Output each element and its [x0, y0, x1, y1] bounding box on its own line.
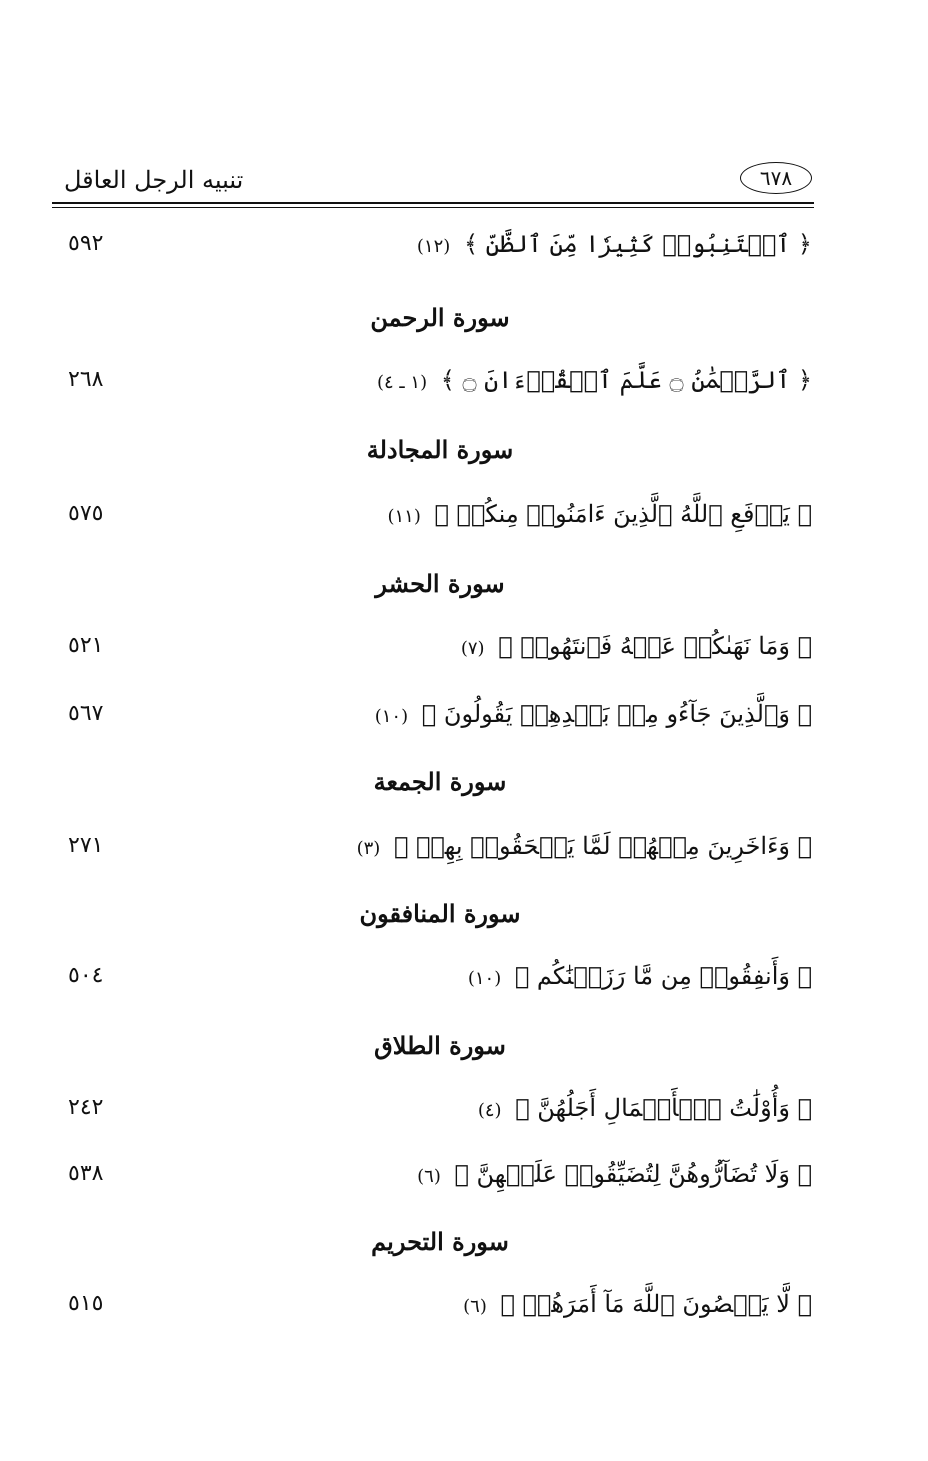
page-ref: ٢٧١: [68, 833, 104, 858]
page-ref: ٥٩٢: [68, 231, 104, 256]
index-row: [40, 826, 812, 866]
verse-ref: (٦): [417, 1166, 441, 1187]
book-title: تنبيه الرجل العاقل: [64, 166, 244, 194]
surah-heading: سورة الحشر: [375, 569, 505, 598]
index-row: [40, 1088, 812, 1128]
index-row: [40, 626, 812, 666]
index-row: [40, 360, 812, 400]
verse-ref: (٦): [463, 1296, 487, 1317]
surah-heading: سورة الرحمن: [370, 303, 510, 332]
verse-ref: (٧): [460, 638, 485, 659]
verse-text: ﴿ ٱلرَّحۡمَٰنُ ۝ عَلَّمَ ٱلۡقُرۡءَانَ ۝ ﴾ (١ ـ ٤): [376, 366, 812, 394]
verse-ref: (١١): [387, 506, 421, 527]
page-ref: ٥٢١: [68, 633, 104, 658]
verse-ref: (٣): [356, 838, 381, 859]
index-row: [40, 494, 812, 534]
verse-text: ﴿ لَّا يَعۡصُونَ ٱللَّهَ مَآ أَمَرَهُمۡ ﴾ (٦): [463, 1290, 812, 1318]
verse-text: ﴿ وَأَنفِقُوا۟ مِن مَّا رَزَقۡنَٰكُم ﴾ (١٠): [467, 962, 812, 990]
verse-ref: (١٠): [374, 706, 409, 727]
index-row: [40, 224, 812, 264]
page-ref: ٢٤٢: [68, 1095, 104, 1120]
verse-text: ﴿ وَءَاخَرِينَ مِنۡهُمۡ لَمَّا يَلۡحَقُوا۟ بِهِمۡ ﴾ (٣): [356, 832, 812, 860]
verse-text: ﴿ وَلَا تُضَآرُّوهُنَّ لِتُضَيِّقُوا۟ عَلَيۡهِنَّ ﴾ (٦): [417, 1160, 812, 1188]
page-ref: ٥١٥: [68, 1291, 104, 1316]
verse-text: ﴿ وَٱلَّذِينَ جَآءُو مِنۢ بَعۡدِهِمۡ يَقُولُونَ ﴾ (١٠): [374, 700, 812, 728]
page-header: [52, 160, 812, 206]
header-rule: [52, 202, 814, 204]
header-rule-thin: [52, 207, 814, 208]
verse-text: ﴿ وَمَا نَهَىٰكُمۡ عَنۡهُ فَٱنتَهُوا۟ ﴾ (٧): [460, 632, 812, 660]
verse-text: ﴿ يَرۡفَعِ ٱللَّهُ ٱلَّذِينَ ءَامَنُوا۟ مِنكُمۡ ﴾ (١١): [387, 500, 812, 528]
index-row: [40, 1284, 812, 1324]
verse-ref: (١٠): [467, 968, 502, 989]
surah-heading: سورة الجمعة: [373, 767, 507, 796]
page-ref: ٥٣٨: [68, 1161, 104, 1186]
index-row: [40, 956, 812, 996]
verse-ref: (٤): [477, 1100, 502, 1121]
verse-ref: (١ ـ ٤): [376, 372, 428, 393]
verse-text: ﴿ وَأُوْلَٰتُ ٱلۡأَحۡمَالِ أَجَلُهُنَّ ﴾ (٤): [477, 1094, 812, 1122]
page-ref: ٥٦٧: [68, 701, 104, 726]
page-ref: ٥٠٤: [68, 963, 104, 988]
index-row: [40, 1154, 812, 1194]
verse-ref: (١٢): [416, 236, 451, 257]
index-row: [40, 694, 812, 734]
surah-heading: سورة المجادلة: [366, 435, 514, 464]
verse-text: ﴿ ٱجۡتَنِبُوا۟ كَثِيرٗا مِّنَ ٱلظَّنِّ ﴾ (١٢): [416, 230, 812, 258]
page-ref: ٢٦٨: [68, 367, 104, 392]
surah-heading: سورة التحريم: [371, 1227, 509, 1256]
page-number: ٦٧٨: [740, 162, 812, 194]
surah-heading: سورة المنافقون: [359, 899, 521, 928]
surah-heading: سورة الطلاق: [374, 1031, 506, 1060]
page-ref: ٥٧٥: [68, 501, 104, 526]
